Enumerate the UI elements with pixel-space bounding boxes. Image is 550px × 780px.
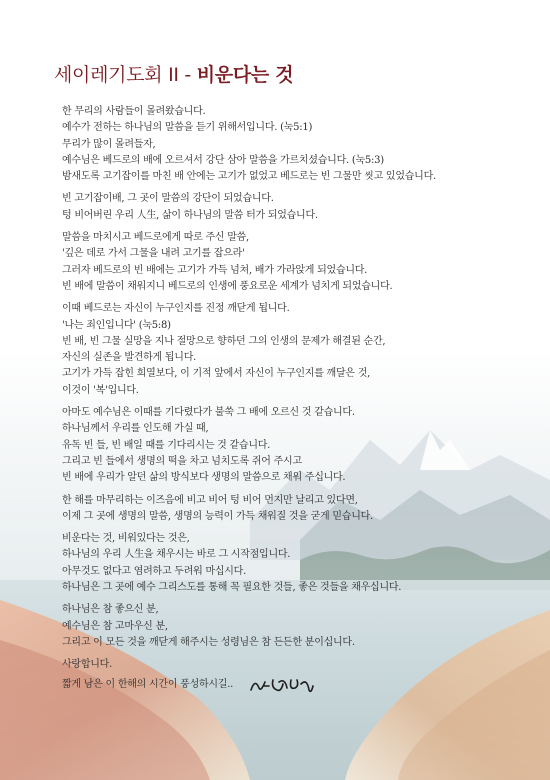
text-line: 하나님은 참 좋으신 분, <box>62 604 159 616</box>
paragraph <box>62 230 542 295</box>
text-line: 예수님은 베드로의 배에 오르셔서 강단 삼아 말씀을 가르치셨습니다. (눅5:3) <box>62 154 384 166</box>
paragraph <box>62 191 542 224</box>
text-line: 예수님은 참 고마우신 분, <box>62 620 168 632</box>
text-line: 비운다는 것, 비워있다는 것은, <box>62 533 190 545</box>
text-line: 빈 배, 빈 그물 실망을 지나 절망으로 향하던 그의 인생의 문제가 해결된 순간, <box>62 335 386 347</box>
paragraph <box>62 104 542 185</box>
text-line: 무리가 많이 몰려들자, <box>62 138 156 150</box>
text-line: 이것이 '복'입니다. <box>62 384 139 396</box>
text-line: 빈 고기잡이배, 그 곳이 말씀의 강단이 되었습니다. <box>62 193 274 205</box>
signature <box>247 674 317 698</box>
text-line: 밤새도록 고기잡이를 마친 배 안에는 고기가 없었고 베드로는 빈 그물만 씻고 있었습니다. <box>62 171 436 183</box>
text-line: 빈 배에 말씀이 채워지니 베드로의 인생에 풍요로운 세계가 넘치게 되었습니다. <box>62 280 393 292</box>
text-line: 빈 배에 우리가 알던 삶의 방식보다 생명의 말씀으로 채워 주십니다. <box>62 472 346 484</box>
title-main: 세이레기도회 II <box>54 64 179 86</box>
text-line: 그리고 빈 들에서 생명의 떡을 차고 넘치도록 쥐어 주시고 <box>62 455 302 467</box>
text-line: '나는 죄인입니다' (눅5:8) <box>62 319 171 331</box>
text-line: 자신의 실존을 발견하게 됩니다. <box>62 352 197 364</box>
text-line: '깊은 데로 가서 그물을 내려 고기를 잡으라' <box>62 248 245 260</box>
text-line: 아마도 예수님은 이때를 기다렸다가 불쑥 그 배에 오르신 것 같습니다. <box>62 407 355 419</box>
paragraph <box>62 531 542 596</box>
paragraph <box>62 405 542 486</box>
title-separator: - <box>178 64 197 86</box>
paragraph <box>62 493 542 526</box>
page-title <box>54 60 293 87</box>
text-line: 한 해를 마무리하는 이즈음에 비고 비어 텅 비어 먼지만 날리고 있다면, <box>62 494 358 506</box>
text-line: 텅 비어버린 우리 人生, 삶이 하나님의 말씀 터가 되었습니다. <box>62 209 318 221</box>
text-line: 하나님의 우리 人生을 채우시는 바로 그 시작점입니다. <box>62 549 291 561</box>
text-line: 유독 빈 들, 빈 배일 때를 기다리시는 것 같습니다. <box>62 439 271 451</box>
text-line: 아무것도 없다고 염려하고 두려워 마십시다. <box>62 565 247 577</box>
text-line: 하나님은 그 곳에 예수 그리스도를 통해 꼭 필요한 것들, 좋은 것들을 채우십니다. <box>62 582 402 594</box>
text-line: 하나님께서 우리를 인도해 가실 때, <box>62 423 209 435</box>
closing-wish: 짧게 남은 이 한해의 시간이 풍성하시길.. <box>62 679 234 691</box>
closing-line: 사랑합니다. <box>62 659 112 671</box>
text-line: 그리고 이 모든 것을 깨닫게 해주시는 성령님은 참 든든한 분이십니다. <box>62 636 355 648</box>
text-line: 고기가 가득 잡힌 희열보다, 이 기적 앞에서 자신이 누구인지를 깨달은 것, <box>62 368 371 380</box>
text-line: 한 무리의 사람들이 몰려왔습니다. <box>62 106 206 117</box>
text-line: 이제 그 곳에 생명의 말씀, 생명의 능력이 가득 채워질 것을 굳게 믿습니다. <box>62 510 373 522</box>
text-line: 예수가 전하는 하나님의 말씀을 듣기 위해서입니다. (눅5:1) <box>62 122 313 134</box>
letter-body <box>62 104 542 704</box>
text-line: 그러자 베드로의 빈 배에는 고기가 가득 넘쳐, 배가 가라앉게 되었습니다. <box>62 264 368 276</box>
text-line: 이때 베드로는 자신이 누구인지를 진정 깨닫게 됩니다. <box>62 303 290 315</box>
title-sub: 비운다는 것 <box>196 64 294 86</box>
paragraph <box>62 301 542 399</box>
text-line: 말씀을 마치시고 베드로에게 따로 주신 말씀, <box>62 232 249 244</box>
paragraph <box>62 602 542 651</box>
closing <box>62 657 542 697</box>
closing-wish-row <box>62 674 542 698</box>
